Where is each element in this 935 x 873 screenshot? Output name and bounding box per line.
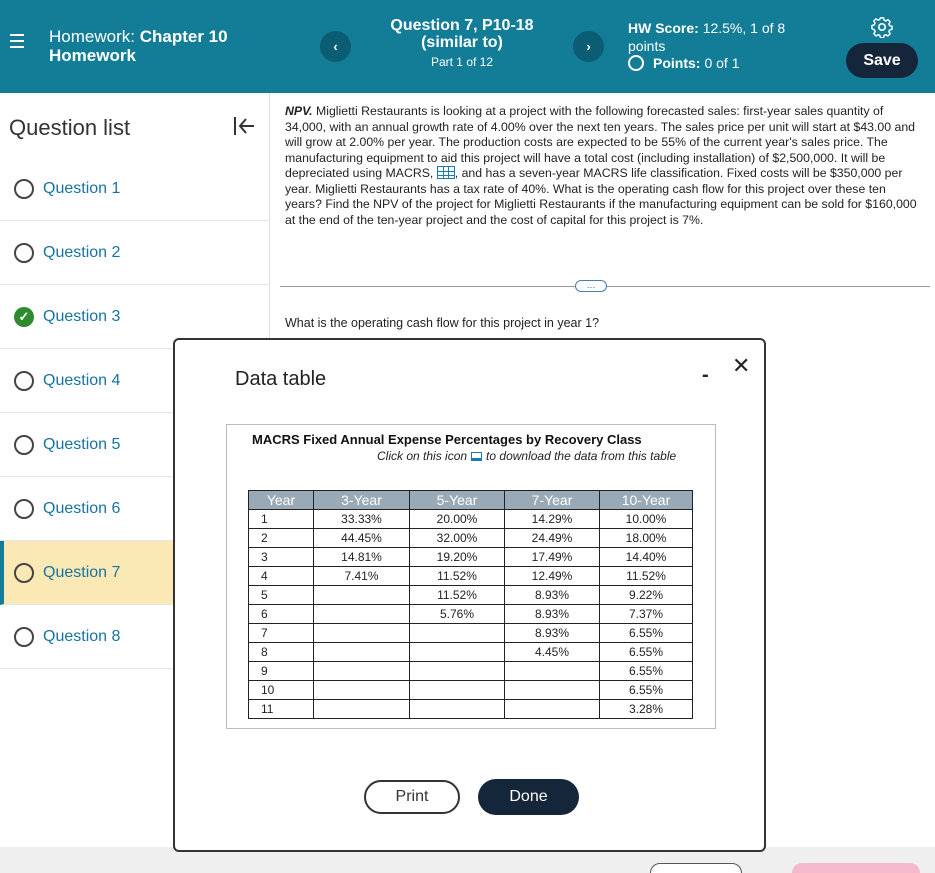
table-cell: 44.45% (314, 529, 410, 548)
question-list-item-1[interactable] (0, 157, 270, 221)
homework-name-line2: Homework (49, 46, 136, 65)
table-cell: 10.00% (600, 510, 693, 529)
question-text-part1: Miglietti Restaurants is looking at a project with the following forecasted sales: first-year sales quantity of 34,000, with an annual growth rate of 4.00% over the next ten years. The sales price per unit will start at $43.00 and will grow at 2.00% per year. The production costs are expected to be 55% of the current year's sales price. The manufacturing equipment to aid this project will have a total cost (including installation) of $2,500,000. It will be depreciated using MACRS, (285, 104, 916, 180)
table-row (249, 529, 693, 548)
table-cell (410, 643, 505, 662)
close-icon[interactable]: ✕ (732, 353, 751, 378)
table-cell: 6.55% (600, 643, 693, 662)
table-cell: 4 (249, 567, 314, 586)
table-cell: 4.45% (505, 643, 600, 662)
table-cell (505, 662, 600, 681)
question-list-label: Question 7 (43, 563, 121, 581)
hw-score (628, 19, 828, 55)
table-cell (410, 662, 505, 681)
data-table-dialog (173, 338, 766, 852)
table-cell (314, 700, 410, 719)
question-part: Part 1 of 12 (430, 55, 494, 69)
table-header-row (249, 491, 693, 510)
table-cell: 7.41% (314, 567, 410, 586)
unanswered-circle-icon (14, 243, 34, 263)
question-lead: NPV. (285, 104, 313, 118)
download-hint-post: to download the data from this table (486, 449, 677, 463)
table-cell: 7.37% (600, 605, 693, 624)
table-cell (410, 681, 505, 700)
table-cell: 14.81% (314, 548, 410, 567)
points-status (628, 55, 739, 71)
table-cell: 10 (249, 681, 314, 700)
correct-check-icon: ✓ (14, 307, 34, 327)
column-header: 10-Year (600, 491, 693, 510)
data-table-icon[interactable] (437, 166, 455, 179)
question-list-title: Question list (9, 115, 131, 140)
table-cell: 1 (249, 510, 314, 529)
dialog-title: Data table (235, 368, 327, 390)
table-cell: 8.93% (505, 586, 600, 605)
question-list-label: Question 4 (43, 371, 121, 389)
column-header: 5-Year (410, 491, 505, 510)
unanswered-circle-icon (14, 371, 34, 391)
homework-title (49, 27, 269, 65)
sub-question: What is the operating cash flow for this project in year 1? (285, 316, 600, 330)
done-button[interactable]: Done (478, 779, 579, 815)
table-row (249, 567, 693, 586)
table-cell: 3.28% (600, 700, 693, 719)
table-row (249, 586, 693, 605)
homework-name: Chapter 10 (139, 27, 228, 46)
question-list-item-2[interactable] (0, 221, 270, 285)
table-cell: 33.33% (314, 510, 410, 529)
bottom-action-button[interactable] (650, 863, 742, 873)
question-list-label: Question 8 (43, 627, 121, 645)
menu-icon[interactable] (10, 34, 24, 50)
table-cell: 6.55% (600, 662, 693, 681)
table-cell: 8.93% (505, 624, 600, 643)
table-cell: 8 (249, 643, 314, 662)
table-cell (505, 681, 600, 700)
table-row (249, 624, 693, 643)
print-button[interactable]: Print (364, 780, 460, 814)
table-cell: 2 (249, 529, 314, 548)
table-cell (410, 700, 505, 719)
table-row (249, 681, 693, 700)
question-list-label: Question 1 (43, 179, 121, 197)
table-cell (314, 662, 410, 681)
unanswered-circle-icon (14, 499, 34, 519)
question-list-label: Question 2 (43, 243, 121, 261)
previous-question-button[interactable]: ‹ (320, 31, 351, 62)
table-row (249, 662, 693, 681)
hw-score-label: HW Score: (628, 20, 699, 36)
column-header: 7-Year (505, 491, 600, 510)
question-list-label: Question 6 (43, 499, 121, 517)
question-header (380, 17, 544, 69)
download-hint (377, 449, 676, 463)
bottom-check-answer-button[interactable] (792, 863, 920, 873)
table-cell: 9 (249, 662, 314, 681)
table-cell: 6.55% (600, 681, 693, 700)
table-cell: 17.49% (505, 548, 600, 567)
table-cell: 11 (249, 700, 314, 719)
table-cell (314, 586, 410, 605)
table-row (249, 548, 693, 567)
table-cell: 11.52% (410, 567, 505, 586)
question-list-label: Question 3 (43, 307, 121, 325)
unanswered-circle-icon (14, 179, 34, 199)
gear-icon[interactable] (871, 16, 893, 38)
question-prompt (285, 104, 925, 228)
table-cell: 11.52% (410, 586, 505, 605)
points-label: Points: (653, 55, 701, 71)
table-cell: 3 (249, 548, 314, 567)
table-cell: 8.93% (505, 605, 600, 624)
table-cell: 5 (249, 586, 314, 605)
hw-score-unit: points (628, 38, 666, 54)
table-cell: 6.55% (600, 624, 693, 643)
next-question-button[interactable]: › (573, 31, 604, 62)
table-cell: 19.20% (410, 548, 505, 567)
hw-score-value: 12.5%, 1 of 8 (702, 20, 786, 36)
column-header: Year (249, 491, 314, 510)
table-row (249, 605, 693, 624)
table-cell: 20.00% (410, 510, 505, 529)
table-cell (314, 643, 410, 662)
download-icon[interactable] (471, 452, 482, 461)
table-cell (410, 624, 505, 643)
table-row (249, 700, 693, 719)
collapse-sidebar-icon[interactable] (232, 115, 256, 137)
table-row (249, 510, 693, 529)
table-cell: 11.52% (600, 567, 693, 586)
table-cell: 7 (249, 624, 314, 643)
table-cell (314, 605, 410, 624)
table-cell: 6 (249, 605, 314, 624)
macrs-table (248, 490, 693, 719)
points-circle-icon (628, 55, 644, 71)
table-cell (314, 624, 410, 643)
table-title: MACRS Fixed Annual Expense Percentages by Recovery Class (252, 432, 642, 447)
table-cell: 18.00% (600, 529, 693, 548)
table-cell: 32.00% (410, 529, 505, 548)
column-header: 3-Year (314, 491, 410, 510)
table-cell (505, 700, 600, 719)
unanswered-circle-icon (14, 563, 34, 583)
points-value: 0 of 1 (704, 55, 740, 71)
question-text-part2: , and has a seven-year MACRS life classification. Fixed costs will be $350,000 per year. Miglietti Restaurants has a tax rate of 40%. What is the operating cash flow for this project over these ten years? Find the NPV of the project for Miglietti Restaurants if the manufacturing equipment can be sold for $160,000 at the end of the ten-year project and the cost of capital for this project is 7%. (285, 166, 917, 227)
unanswered-circle-icon (14, 435, 34, 455)
save-button[interactable]: Save (846, 43, 918, 78)
top-header (0, 0, 935, 93)
question-title: Question 7, P10-18 (390, 17, 534, 34)
question-subtitle: (similar to) (421, 34, 503, 51)
table-row (249, 643, 693, 662)
table-cell: 24.49% (505, 529, 600, 548)
table-cell (314, 681, 410, 700)
question-list-label: Question 5 (43, 435, 121, 453)
download-hint-pre: Click on this icon (377, 449, 468, 463)
table-cell: 14.29% (505, 510, 600, 529)
table-cell: 9.22% (600, 586, 693, 605)
table-cell: 5.76% (410, 605, 505, 624)
homework-prefix: Homework: (49, 27, 135, 46)
table-cell: 14.40% (600, 548, 693, 567)
minimize-button[interactable]: - (702, 364, 709, 386)
expand-more-button[interactable]: … (575, 280, 607, 292)
macrs-table-container (226, 424, 716, 729)
table-cell: 12.49% (505, 567, 600, 586)
unanswered-circle-icon (14, 627, 34, 647)
